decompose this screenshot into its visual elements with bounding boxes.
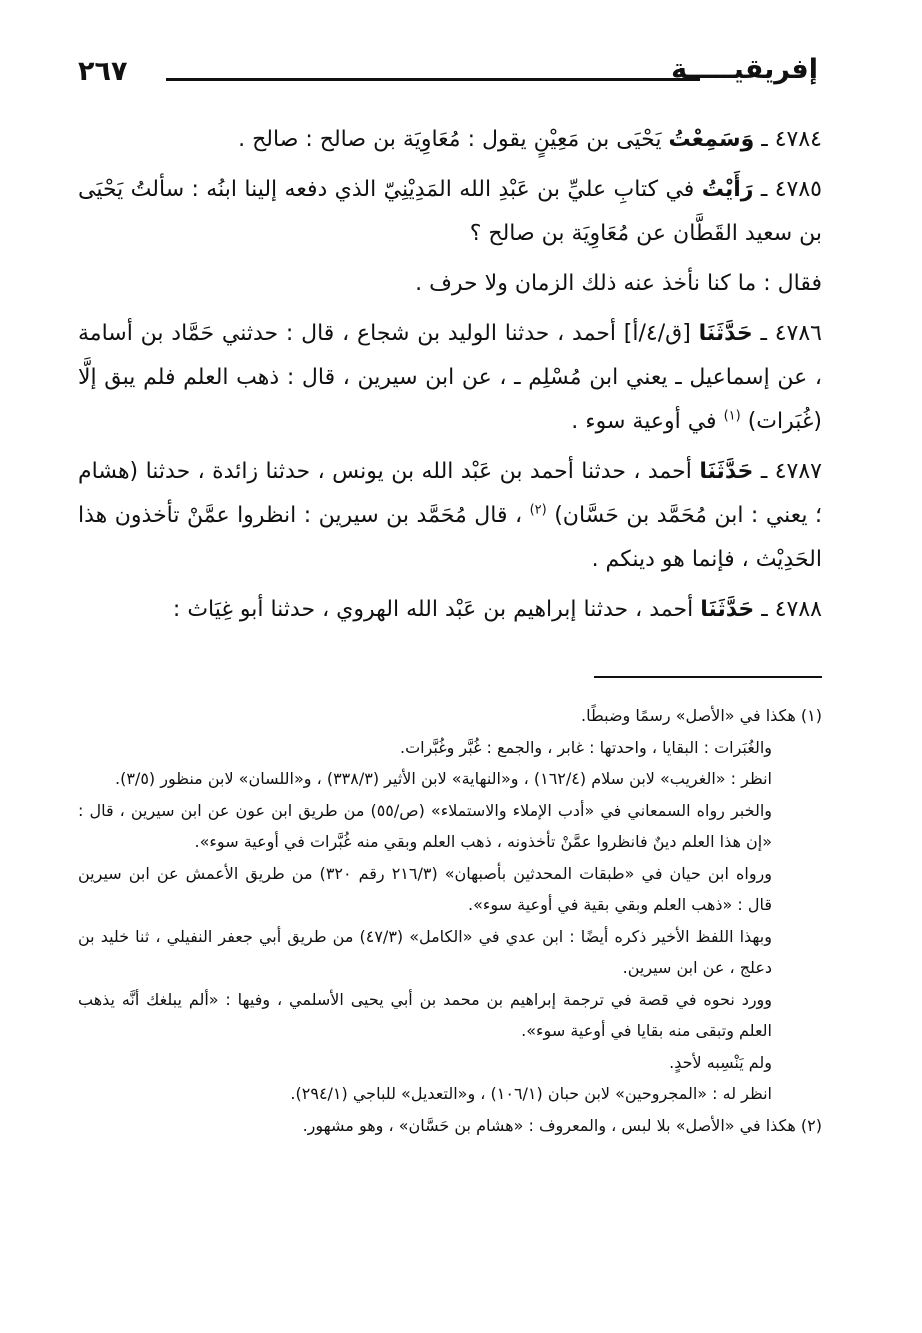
entry-text: [ق/٤/أ] أحمد ، حدثنا الوليد بن شجاع ، قال : حدثني حَمَّاد بن أسامة ، عن إسماعيل ـ يعني ابن مُسْلِم ـ ، عن ابن سيرين ، قال : ذهب العلم فلم يبق إلَّا (غُبَرات) [78,321,822,434]
entry-text: في كتابِ عليِّ بن عَبْدِ الله المَدِيْنِيّ الذي دفعه إلينا ابنُه : سألتُ يَحْيَى بن سعيد القَطَّان عن مُعَاوِيَة بن صالح ؟ [78,177,822,246]
entry-text-end: ، قال مُحَمَّد بن سيرين : انظروا عمَّنْ تأخذون هذا الحَدِيْث ، فإنما هو دينكم . [78,503,822,572]
footnote-line: (١) هكذا في «الأصل» رسمًا وضبطًا. [581,706,822,725]
entry-number: ٤٧٨٧ ـ [760,459,822,484]
entry-number: ٤٧٨٤ ـ [761,127,822,152]
footnote-line: والغُبَرات : البقايا ، واحدتها : غابر ، والجمع : غُبَّر وغُبَّرات. [399,737,772,757]
page-header [78,52,818,102]
footnote-line: انظر له : «المجروحين» لابن حبان (١٠٦/١) ، و«التعديل» للباجي (٢٩٤/١). [290,1084,772,1103]
entry-text: أحمد ، حدثنا إبراهيم بن عَبْد الله الهروي ، حدثنا أبو غِيَاث : [172,597,694,622]
entry-keyword: حَدَّثَنَا [698,321,753,346]
entry-text: يَحْيَى بن مَعِيْنٍ يقول : مُعَاوِيَة بن صالح : صالح . [238,127,662,152]
entry-number: ٤٧٨٦ ـ [760,321,822,346]
footnote-line: (٢) هكذا في «الأصل» بلا لبس ، والمعروف : «هشام بن حَسَّان» ، وهو مشهور. [302,1115,822,1135]
footnote-ref-1[interactable]: (١) [723,408,741,424]
entry-text-end: في أوعية سوء . [571,409,717,434]
entry-number: ٤٧٨٨ ـ [761,597,822,622]
entry-number: ٤٧٨٥ ـ [760,177,822,202]
footnote-line: ولم يَنْسِبه لأحدٍ. [669,1052,772,1072]
entry-4785 [78,168,822,256]
entry-4784 [78,118,822,162]
footnotes-separator [594,676,822,678]
footnote-line: وورد نحوه في قصة في ترجمة إبراهيم بن محمد بن أبي يحيى الأسلمي ، وفيها : «ألم يبلغك أنَّه يذهب العلم وتبقى منه بقايا في أوعية سوء». [78,989,772,1040]
footnote-line: انظر : «الغريب» لابن سلام (١٦٢/٤) ، و«النهاية» لابن الأثير (٣٣٨/٣) ، و«اللسان» لابن منظور (٣/٥). [115,769,772,788]
footnote-ref-2[interactable]: (٢) [529,502,547,518]
entry-4788 [78,588,822,632]
entry-4787 [78,450,822,582]
footnotes [78,700,822,1141]
entry-text: أحمد ، حدثنا أحمد بن عَبْد الله بن يونس ، حدثنا زائدة ، حدثنا (هشام ؛ يعني : ابن مُحَمَّد بن حَسَّان) [78,459,823,528]
entry-4785-continuation: فقال : ما كنا نأخذ عنه ذلك الزمان ولا حرف . [415,271,822,296]
footnote-line: والخبر رواه السمعاني في «أدب الإملاء والاستملاء» (ص/٥٥) من طريق ابن عون عن ابن سيرين ، قال : «إن هذا العلم دينٌ فانظروا عمَّنْ تأخذونه ، ذهب العلم وبقي منه غُبَّرات في أوعية سوء». [78,800,772,851]
entry-keyword: حَدَّثَنَا [700,597,755,622]
footnote-line: ورواه ابن حيان في «طبقات المحدثين بأصبهان» (٢١٦/٣ رقم ٣٢٠) من طريق الأعمش عن ابن سيرين قال : «ذهب العلم وبقي بقية في أوعية سوء». [78,863,772,914]
footnote-line: وبهذا اللفظ الأخير ذكره أيضًا : ابن عدي في «الكامل» (٤٧/٣) من طريق أبي جعفر النفيلي ، ثنا خليد بن دعلج ، عن ابن سيرين. [78,926,772,977]
header-rule [166,78,700,81]
entry-keyword: وَسَمِعْتُ [668,127,755,152]
page-number: ٢٦٧ [78,56,128,87]
running-title: إفريقيـــــة [671,54,818,85]
entry-4786 [78,312,822,444]
main-text [78,118,822,638]
entry-keyword: حَدَّثَنَا [699,459,754,484]
entry-keyword: رَأَيْتُ [701,177,754,202]
